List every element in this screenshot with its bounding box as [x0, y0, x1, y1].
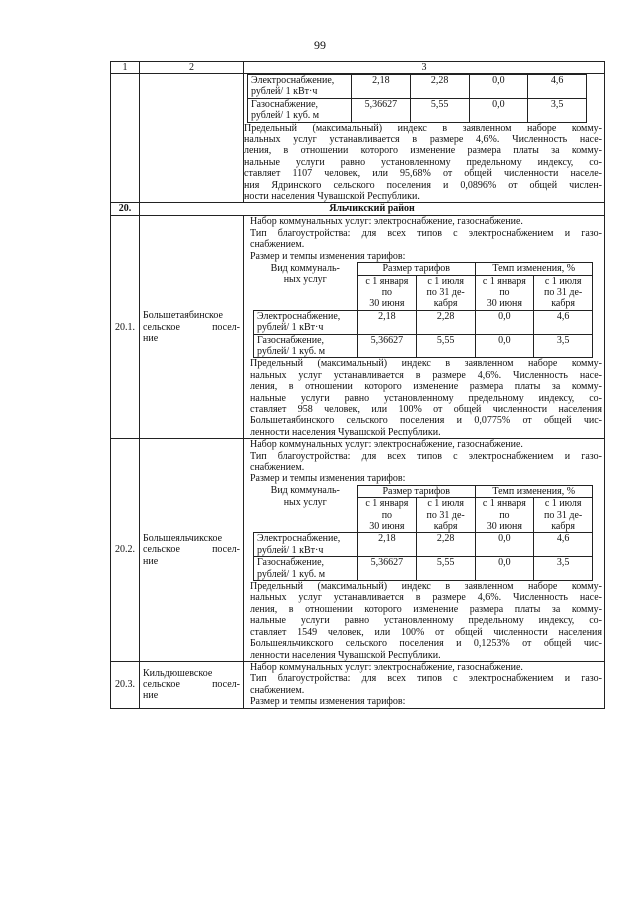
- service-cell: [254, 533, 358, 557]
- settlement-row: [111, 661, 605, 708]
- settlement-details: [244, 216, 605, 439]
- table-header-row: [111, 62, 605, 74]
- text-line: нальные услуги равно установленному предельному индексу, со-: [250, 615, 602, 627]
- rate-value-h1: 0,0: [475, 533, 534, 557]
- text-line: нальных услуг устанавливается в размере 4,6%. Численность насе-: [244, 134, 602, 146]
- text-line: Предельный (максимальный) индекс в заявленном наборе комму-: [250, 358, 602, 370]
- service-unit: рублей/ 1 куб. м: [257, 568, 326, 580]
- period-cell: с 1 июля по 31 де- кабря: [416, 275, 475, 310]
- service-name: Газоснабжение,: [251, 98, 319, 110]
- inner-tariff-table: [247, 74, 587, 123]
- service-name: Электроснабжение,: [257, 533, 341, 545]
- limit-index-text: [250, 358, 602, 438]
- tariff-row: [254, 533, 593, 557]
- text-line: нальных услуг устанавливается в размере 4,6%. Численность насе-: [250, 592, 602, 604]
- settlement-number: 20.3.: [111, 661, 140, 708]
- settlement-name-line: ние: [143, 690, 159, 702]
- inner-header-row: [254, 263, 593, 275]
- text-line: ленности населения Чувашской Республики.: [250, 649, 441, 661]
- tariff-value-h2: 5,55: [410, 98, 469, 122]
- continuation-row: [111, 74, 605, 203]
- settlement-name: [140, 216, 244, 439]
- rate-value-h2: 3,5: [528, 98, 587, 122]
- text-line: ставляет 1107 человек, или 95,68% от общей численности населе-: [244, 168, 602, 180]
- service-unit: рублей/ 1 кВт·ч: [257, 544, 324, 556]
- head-rate: Темп изменения, %: [475, 485, 593, 497]
- service-unit: рублей/ 1 кВт·ч: [257, 322, 324, 334]
- settlement-name-line: Большеяльчикское: [143, 532, 223, 544]
- text-line: ности населения Чувашской Республики.: [244, 191, 420, 203]
- text-line: нальные услуги равно установленному предельному индексу, со-: [244, 156, 602, 168]
- rate-value-h1: 0,0: [469, 98, 528, 122]
- service-cell: [254, 557, 358, 581]
- period-cell: с 1 июля по 31 де- кабря: [534, 498, 593, 533]
- improvement-type-cont: снабжением.: [250, 462, 305, 473]
- text-line: Предельный (максимальный) индекс в заявленном наборе комму-: [244, 122, 602, 134]
- tariff-row: [254, 557, 593, 581]
- text-line: Большетаябинского сельского поселения и 0,0775% от общей чис-: [250, 415, 602, 427]
- district-number: 20.: [111, 203, 140, 216]
- improvement-type-cont: снабжением.: [250, 239, 305, 251]
- head-service: Вид коммуналь- ных услуг: [254, 263, 358, 311]
- tariff-row: [254, 310, 593, 334]
- tariff-value-h2: 5,55: [416, 557, 475, 581]
- settlement-name: [140, 439, 244, 662]
- settlement-name-line: Большетаябинское: [143, 310, 223, 322]
- inner-tariff-table: [253, 485, 593, 581]
- text-line: ления, в отношении которого изменение размера платы за комму-: [244, 145, 602, 157]
- period-cell: с 1 января по 30 июня: [358, 498, 417, 533]
- improvement-type-cont: снабжением.: [250, 684, 305, 696]
- tariff-value-h2: 5,55: [416, 334, 475, 358]
- service-unit: рублей/ 1 кВт·ч: [251, 86, 318, 98]
- settlement-number: 20.1.: [111, 216, 140, 439]
- service-set: Набор коммунальных услуг: электроснабжение, газоснабжение.: [250, 216, 523, 228]
- tariff-title: Размер и темпы изменения тарифов:: [250, 250, 406, 262]
- text-line: ления, в отношении которого изменение размера платы за комму-: [250, 381, 602, 393]
- settlement-row: [111, 439, 605, 662]
- rate-value-h2: 3,5: [534, 557, 593, 581]
- inner-tariff-table: [253, 262, 593, 358]
- text-line: нальные услуги равно установленному предельному индексу, со-: [250, 392, 602, 404]
- text-line: Предельный (максимальный) индекс в заявленном наборе комму-: [250, 581, 602, 593]
- text-line: ния Ядринского сельского поселения и 0,0896% от общей числен-: [244, 179, 602, 191]
- service-cell: [248, 98, 352, 122]
- district-name: Яльчикский район: [140, 203, 605, 216]
- rate-value-h2: 3,5: [534, 334, 593, 358]
- tariff-title: Размер и темпы изменения тарифов:: [250, 473, 406, 485]
- district-row: [111, 203, 605, 216]
- limit-index-text: [250, 581, 602, 661]
- inner-header-row: [254, 485, 593, 497]
- header-col-3: 3: [244, 62, 605, 74]
- head-service: Вид коммуналь- ных услуг: [254, 485, 358, 533]
- settlement-name: [140, 661, 244, 708]
- improvement-type: Тип благоустройства: для всех типов с электроснабжением и газо-: [250, 673, 602, 685]
- tariff-row: [248, 98, 587, 122]
- service-cell: [248, 75, 352, 99]
- settlement-name-line: сельское посел-: [143, 321, 240, 333]
- service-name: Электроснабжение,: [251, 75, 335, 86]
- service-name: Газоснабжение,: [257, 557, 325, 569]
- limit-index-text: [244, 123, 602, 203]
- tariff-title: Размер и темпы изменения тарифов:: [250, 696, 406, 708]
- service-cell: [254, 334, 358, 358]
- period-cell: с 1 января по 30 июня: [358, 275, 417, 310]
- period-cell: с 1 января по 30 июня: [475, 275, 534, 310]
- settlement-row: [111, 216, 605, 439]
- settlement-details: [244, 439, 605, 662]
- period-cell: с 1 июля по 31 де- кабря: [416, 498, 475, 533]
- tariff-row: [248, 75, 587, 99]
- page-number: 99: [314, 38, 326, 52]
- text-line: нальных услуг устанавливается в размере 4,6%. Численность насе-: [250, 369, 602, 381]
- head-tariff-size: Размер тарифов: [358, 263, 476, 275]
- text-line: ленности населения Чувашской Республики.: [250, 426, 441, 438]
- improvement-type: Тип благоустройства: для всех типов с электроснабжением и газо-: [250, 227, 602, 239]
- settlement-name-line: сельское посел-: [143, 679, 240, 691]
- period-cell: с 1 января по 30 июня: [475, 498, 534, 533]
- service-unit: рублей/ 1 куб. м: [251, 110, 320, 122]
- period-cell: с 1 июля по 31 де- кабря: [534, 275, 593, 310]
- tariff-value-h1: 2,18: [358, 533, 417, 557]
- rate-value-h2: 4,6: [528, 75, 587, 99]
- head-tariff-size: Размер тарифов: [358, 485, 476, 497]
- header-col-2: 2: [140, 62, 244, 74]
- rate-value-h1: 0,0: [469, 75, 528, 99]
- tariff-value-h1: 2,18: [352, 75, 411, 99]
- header-col-1: 1: [111, 62, 140, 74]
- tariff-value-h2: 2,28: [416, 310, 475, 334]
- service-cell: [254, 310, 358, 334]
- text-line: Большеяльчикского сельского поселения и 0,1253% от общей чис-: [250, 638, 602, 650]
- service-set: Набор коммунальных услуг: электроснабжение, газоснабжение.: [250, 439, 523, 451]
- text-line: ления, в отношении которого изменение размера платы за комму-: [250, 603, 602, 615]
- rate-value-h2: 4,6: [534, 310, 593, 334]
- service-unit: рублей/ 1 куб. м: [257, 345, 326, 357]
- settlement-name-line: Кильдюшевское: [143, 667, 213, 679]
- tariff-value-h2: 2,28: [416, 533, 475, 557]
- service-set: Набор коммунальных услуг: электроснабжение, газоснабжение.: [250, 661, 523, 673]
- service-name: Газоснабжение,: [257, 334, 325, 346]
- rate-value-h2: 4,6: [534, 533, 593, 557]
- settlement-number: 20.2.: [111, 439, 140, 662]
- tariff-value-h1: 2,18: [358, 310, 417, 334]
- text-line: ставляет 1549 человек, или 100% от общей численности населения: [250, 626, 602, 638]
- tariff-value-h2: 2,28: [410, 75, 469, 99]
- head-rate: Темп изменения, %: [475, 263, 593, 275]
- settlement-name-line: сельское посел-: [143, 544, 240, 556]
- improvement-type: Тип благоустройства: для всех типов с электроснабжением и газо-: [250, 450, 602, 462]
- tariff-table: [110, 61, 605, 709]
- tariff-value-h1: 5,36627: [352, 98, 411, 122]
- text-line: ставляет 958 человек, или 100% от общей численности населения: [250, 403, 602, 415]
- rate-value-h1: 0,0: [475, 557, 534, 581]
- settlement-name-line: ние: [143, 555, 159, 567]
- rate-value-h1: 0,0: [475, 310, 534, 334]
- tariff-value-h1: 5,36627: [358, 557, 417, 581]
- tariff-row: [254, 334, 593, 358]
- service-name: Электроснабжение,: [257, 310, 341, 322]
- settlement-name-line: ние: [143, 333, 159, 345]
- settlement-details: [244, 661, 605, 708]
- tariff-value-h1: 5,36627: [358, 334, 417, 358]
- rate-value-h1: 0,0: [475, 334, 534, 358]
